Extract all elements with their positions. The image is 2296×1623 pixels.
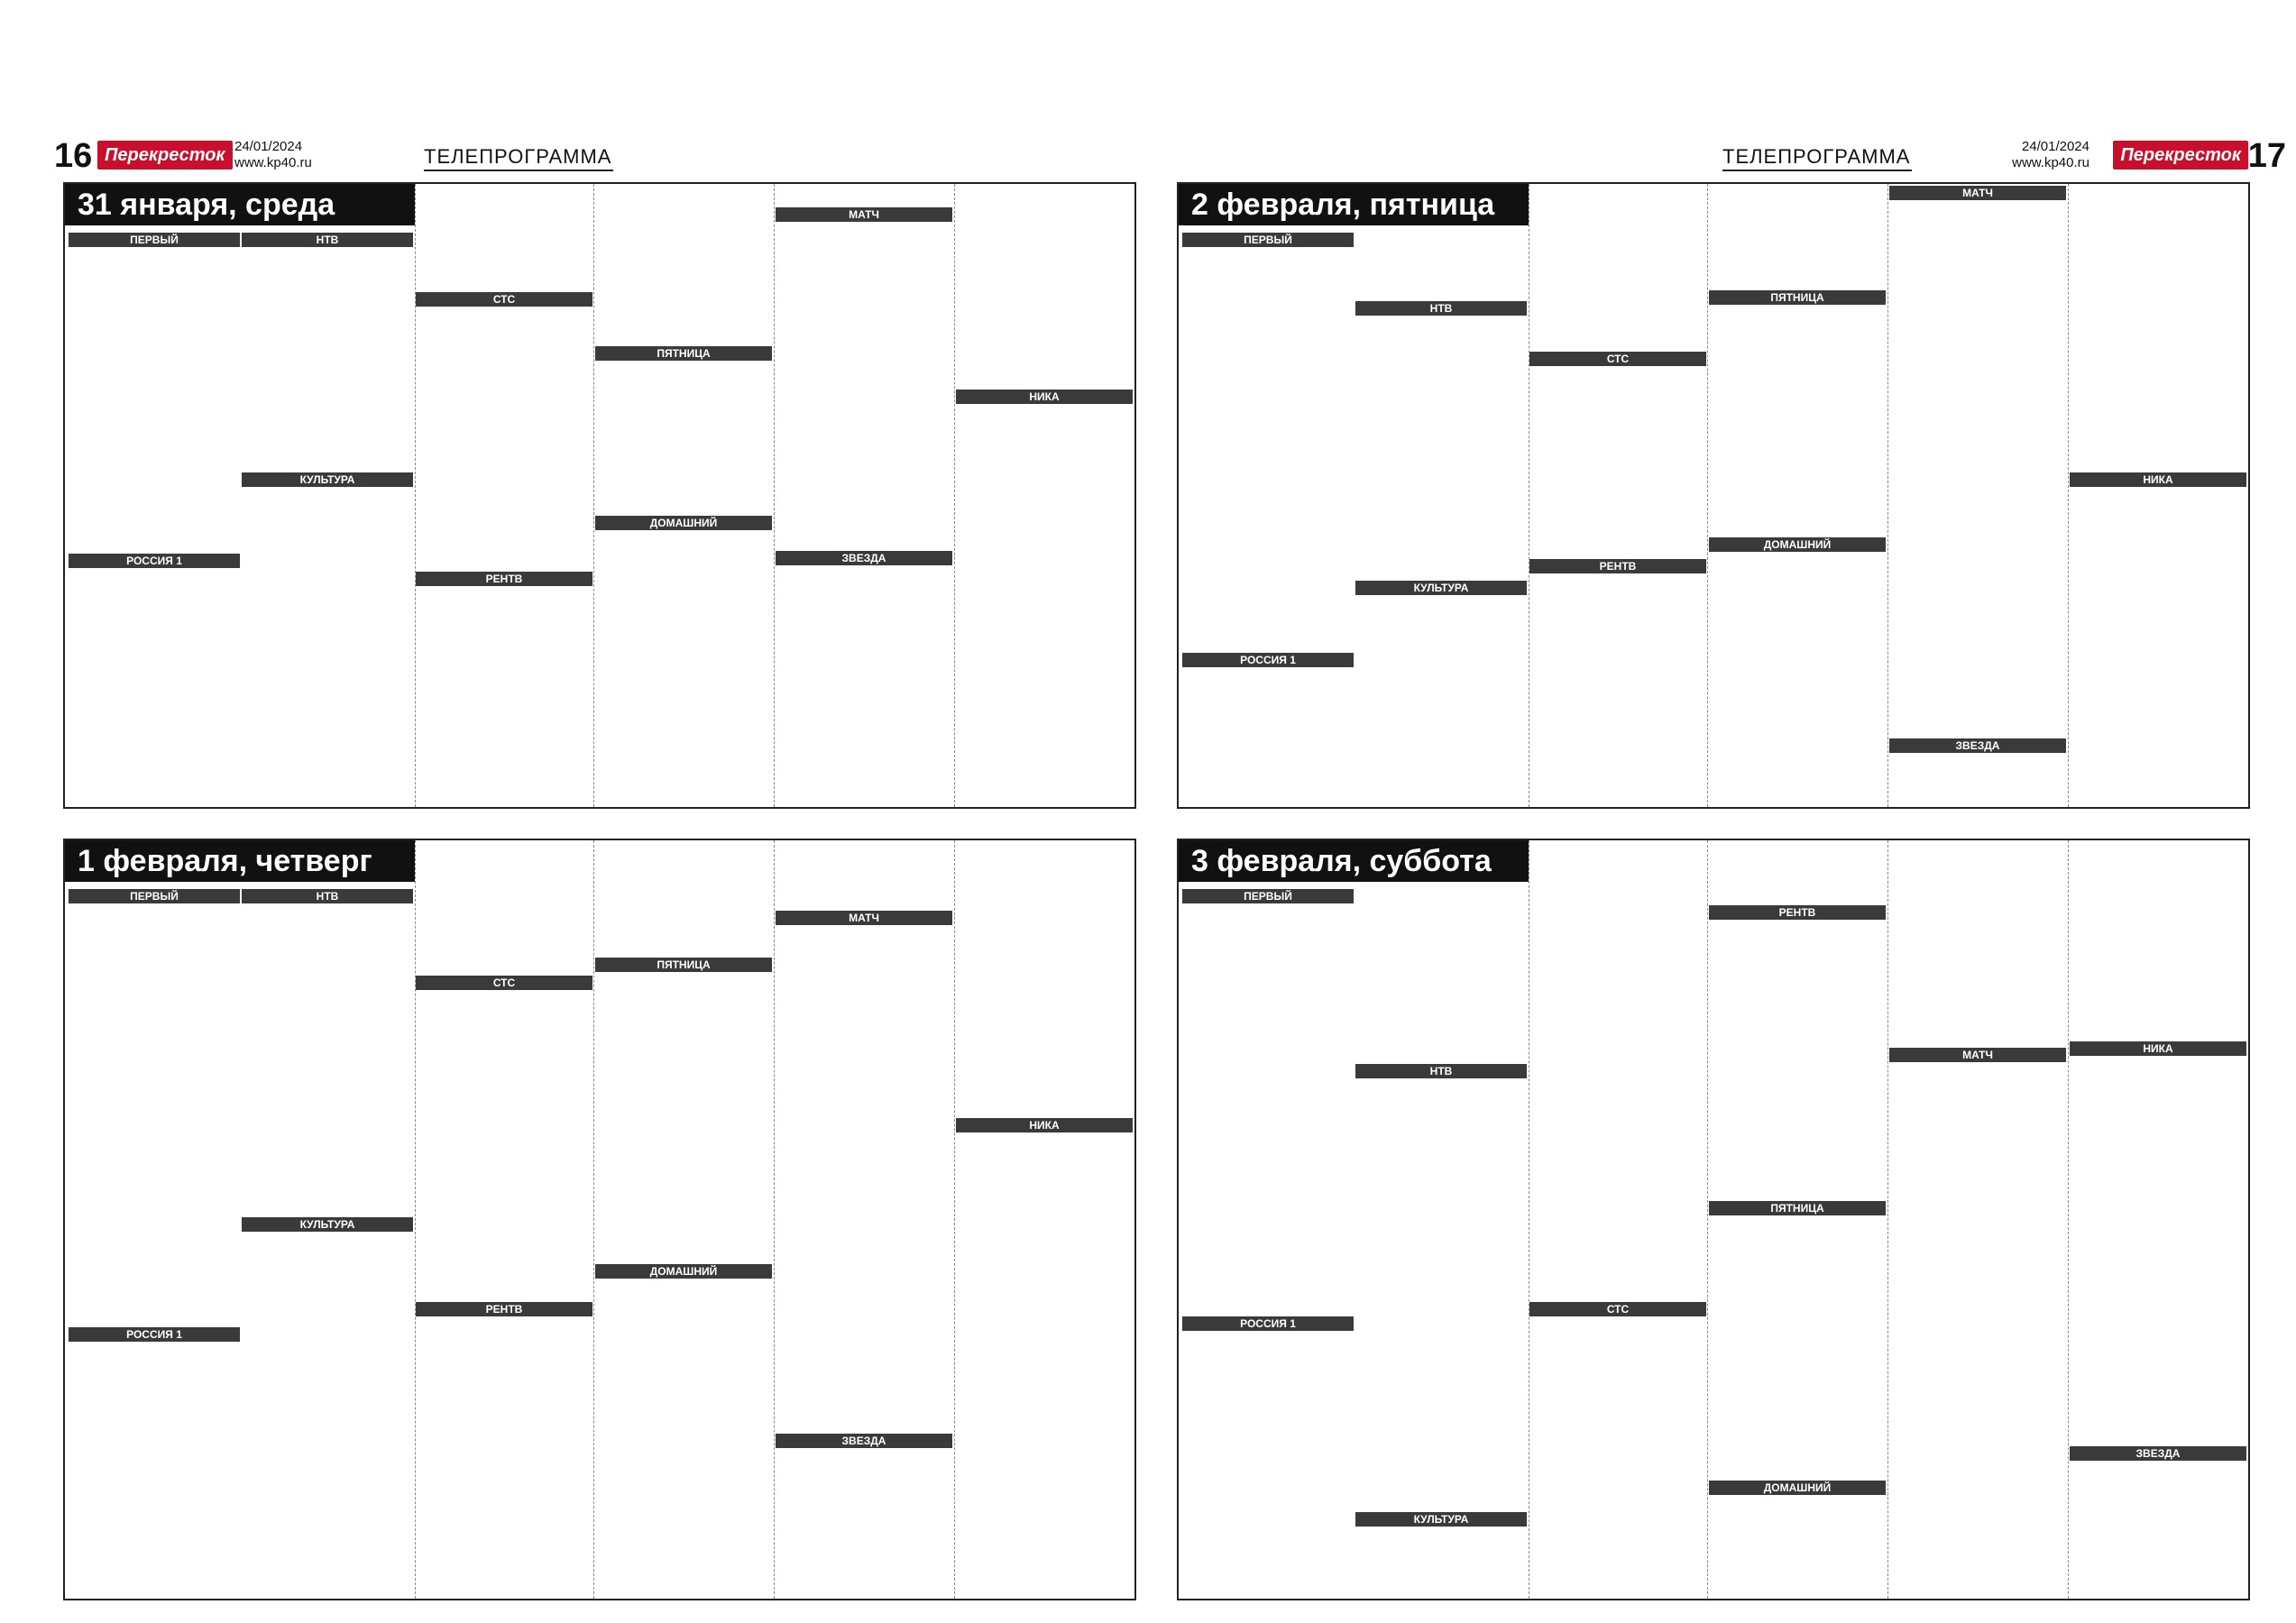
column-5 [954,184,1134,807]
channel-header: ПЕРВЫЙ [1182,233,1354,247]
section-underline [424,170,613,171]
channel-header: ПЯТНИЦА [595,958,772,972]
column-5 [2068,840,2248,1599]
column-1 [1179,840,1529,1599]
day-title: 31 января, среда [65,184,415,225]
channel-header: ЗВЕЗДА [2070,1446,2246,1461]
column-4 [774,184,955,807]
channel-header: КУЛЬТУРА [1355,581,1527,595]
channel-header: СТС [1529,352,1706,366]
day-block-fri [1177,182,2250,809]
column-4 [1887,840,2069,1599]
column-3 [1707,184,1888,807]
section-title: ТЕЛЕПРОГРАММА [1722,145,1911,168]
issue-date-block [2012,139,2089,171]
day-block-sat [1177,839,2250,1600]
channel-header: ПЕРВЫЙ [69,889,240,903]
issue-date: 24/01/2024 [234,139,303,154]
channel-header: КУЛЬТУРА [1355,1512,1527,1527]
column-2 [1529,840,1708,1599]
newspaper-logo: Перекресток [97,141,233,170]
channel-header: СТС [416,976,592,990]
channel-header: ДОМАШНИЙ [595,516,772,530]
issue-date: 24/01/2024 [2021,139,2089,154]
channel-header: РОССИЯ 1 [69,1327,240,1342]
section-underline [1722,170,1912,171]
channel-header: НТВ [242,889,413,903]
channel-header: НИКА [2070,1041,2246,1056]
column-3 [593,184,775,807]
channel-header: НИКА [956,1118,1133,1132]
channel-header: ЗВЕЗДА [1889,738,2066,753]
channel-header: НТВ [242,233,413,247]
channel-header: НТВ [1355,1064,1527,1078]
channel-header: СТС [416,292,592,307]
channel-header: ПЕРВЫЙ [1182,889,1354,903]
column-1 [65,184,416,807]
column-5 [954,840,1134,1599]
section-title: ТЕЛЕПРОГРАММА [424,145,612,168]
channel-header: МАТЧ [1889,1048,2066,1062]
day-block-wed [63,182,1136,809]
channel-header: ПЯТНИЦА [595,346,772,361]
channel-header: РЕНТВ [1709,905,1886,920]
channel-header: НИКА [956,390,1133,404]
channel-header: НИКА [2070,472,2246,487]
column-4 [774,840,955,1599]
day-title: 1 февраля, четверг [65,840,415,882]
channel-header: ПЯТНИЦА [1709,1201,1886,1215]
channel-header: СТС [1529,1302,1706,1316]
left-page [27,0,1145,1623]
newspaper-logo: Перекресток [2113,141,2248,170]
channel-header: МАТЧ [776,207,952,222]
channel-header: ПЕРВЫЙ [69,233,240,247]
column-2 [415,840,594,1599]
day-title: 3 февраля, суббота [1179,840,1529,882]
channel-header: РОССИЯ 1 [1182,1316,1354,1331]
channel-header: РЕНТВ [416,1302,592,1316]
day-title: 2 февраля, пятница [1179,184,1529,225]
channel-header: НТВ [1355,301,1527,316]
column-1 [1179,184,1529,807]
column-1 [65,840,416,1599]
channel-header: ДОМАШНИЙ [1709,1481,1886,1495]
channel-header: МАТЧ [776,911,952,925]
column-3 [1707,840,1888,1599]
page-number: 17 [2247,137,2286,175]
issue-date-block [234,139,312,171]
channel-header: МАТЧ [1889,186,2066,200]
day-block-thu [63,839,1136,1600]
channel-header: ЗВЕЗДА [776,1434,952,1448]
channel-header: ЗВЕЗДА [776,551,952,565]
channel-header: ДОМАШНИЙ [595,1264,772,1279]
page-header [1168,135,2286,177]
website: www.kp40.ru [234,155,312,170]
channel-header: КУЛЬТУРА [242,1217,413,1232]
column-3 [593,840,775,1599]
right-page [1168,0,2286,1623]
page-number: 16 [54,137,93,175]
channel-header: РОССИЯ 1 [69,554,240,568]
channel-header: ДОМАШНИЙ [1709,537,1886,552]
column-2 [415,184,594,807]
channel-header: РЕНТВ [416,572,592,586]
column-2 [1529,184,1708,807]
column-4 [1887,184,2069,807]
page-header [27,135,1145,177]
website: www.kp40.ru [2012,155,2089,170]
channel-header: ПЯТНИЦА [1709,290,1886,305]
channel-header: РЕНТВ [1529,559,1706,573]
channel-header: РОССИЯ 1 [1182,653,1354,667]
channel-header: КУЛЬТУРА [242,472,413,487]
